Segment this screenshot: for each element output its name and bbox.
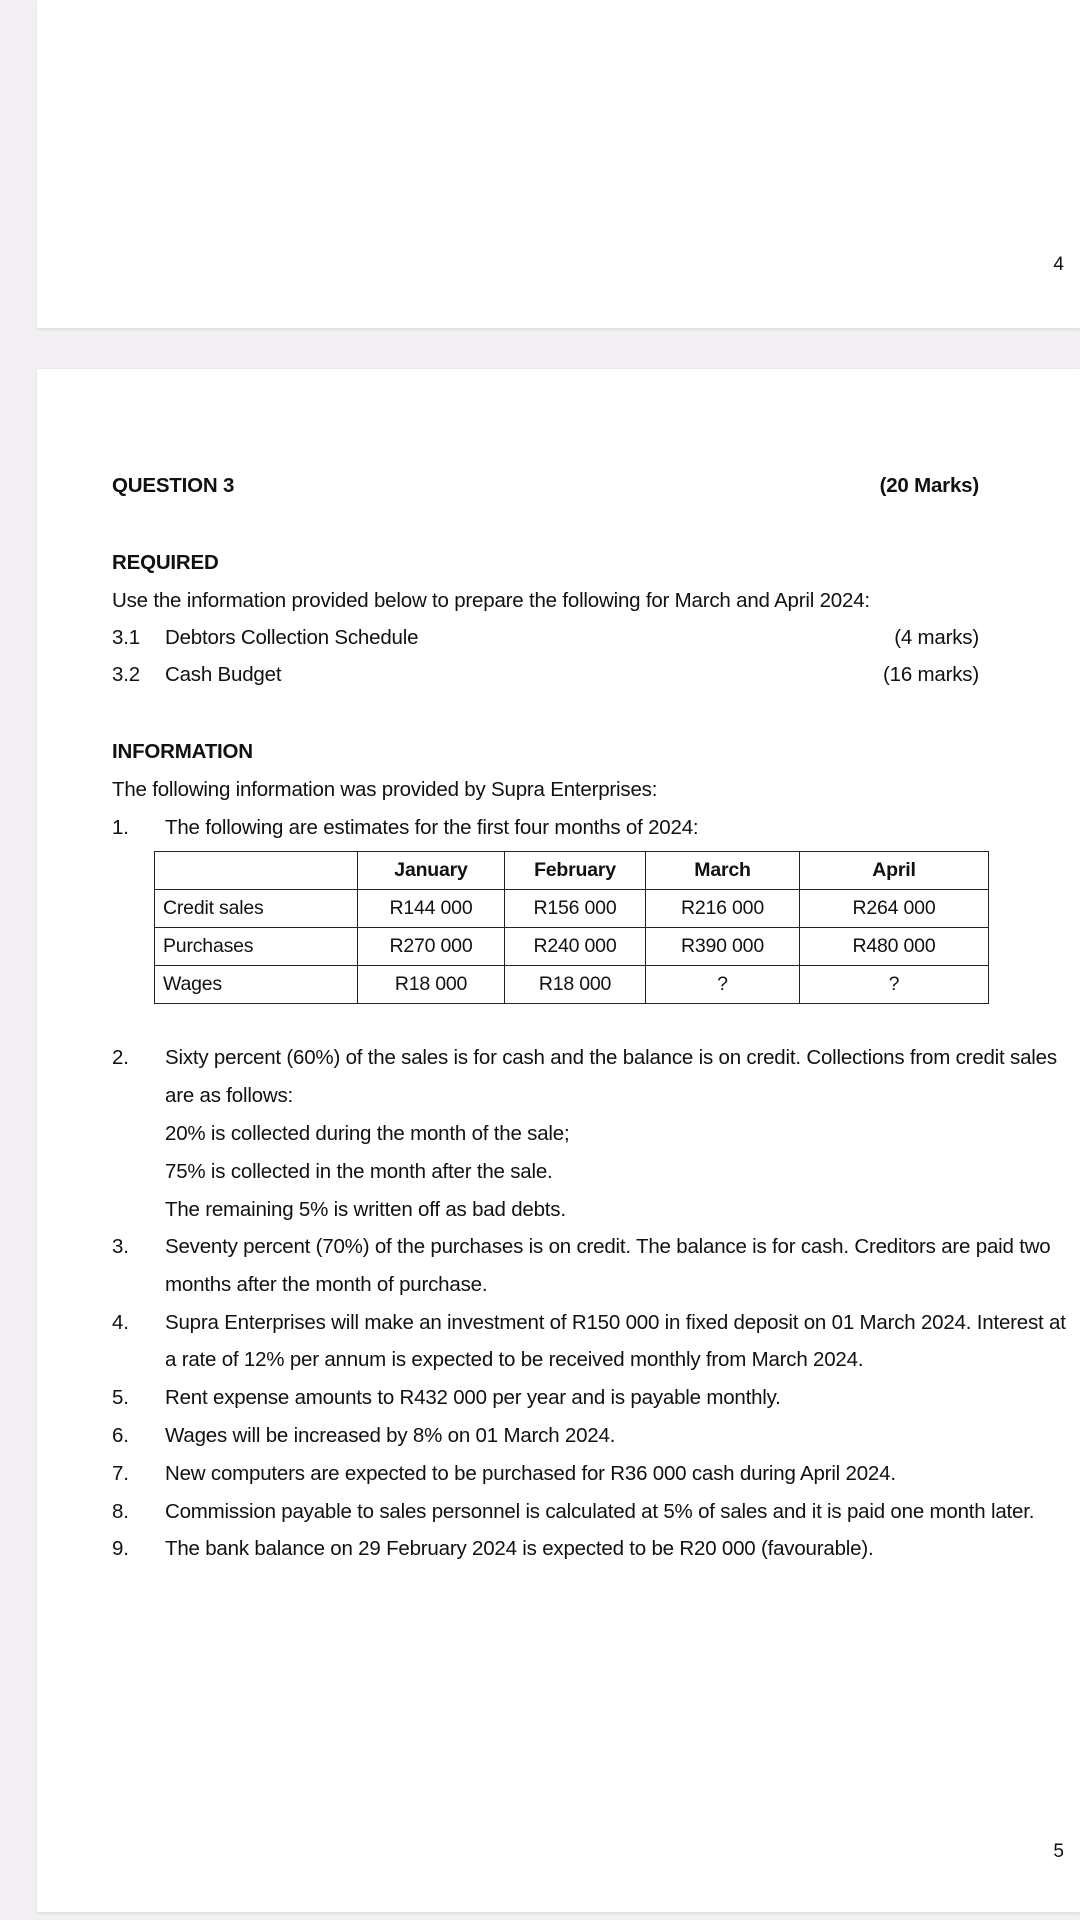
table-cell: R270 000 (358, 928, 505, 966)
required-intro: Use the information provided below to prepare the following for March and April 2024: (112, 589, 870, 612)
table-row (155, 928, 989, 966)
list-item-number: 9. (112, 1537, 129, 1560)
question-title: QUESTION 3 (112, 474, 235, 497)
list-item-text: Commission payable to sales personnel is calculated at 5% of sales and it is paid one month later. (165, 1500, 1035, 1523)
table-row (155, 966, 989, 1004)
table-row (155, 890, 989, 928)
table-cell: R216 000 (646, 890, 800, 928)
table-row-label: Credit sales (155, 890, 358, 928)
list-item-number: 4. (112, 1311, 129, 1334)
document-page (37, 369, 1080, 1912)
table-header-cell: January (358, 852, 505, 890)
list-item-line: a rate of 12% per annum is expected to be received monthly from March 2024. (165, 1348, 864, 1371)
information-heading: INFORMATION (112, 740, 253, 763)
table-cell: ? (800, 966, 989, 1004)
list-item-number: 7. (112, 1462, 129, 1485)
list-item-line: 75% is collected in the month after the sale. (165, 1160, 553, 1183)
list-item-number: 6. (112, 1424, 129, 1447)
list-item-number: 3. (112, 1235, 129, 1258)
required-heading: REQUIRED (112, 551, 219, 574)
list-item-text: The following are estimates for the first four months of 2024: (165, 816, 699, 839)
previous-page (37, 0, 1080, 328)
list-item-line: Seventy percent (70%) of the purchases is on credit. The balance is for cash. Creditors are paid two (165, 1235, 1051, 1258)
required-item-label: Cash Budget (165, 663, 282, 686)
table-cell: R240 000 (505, 928, 646, 966)
table-row-label: Wages (155, 966, 358, 1004)
list-item-number: 5. (112, 1386, 129, 1409)
list-item-line: 20% is collected during the month of the sale; (165, 1122, 570, 1145)
list-item-text: Wages will be increased by 8% on 01 March 2024. (165, 1424, 616, 1447)
table-header-cell: March (646, 852, 800, 890)
required-item-number: 3.2 (112, 663, 140, 686)
table-row-label: Purchases (155, 928, 358, 966)
table-cell: R480 000 (800, 928, 989, 966)
required-item-label: Debtors Collection Schedule (165, 626, 419, 649)
estimates-table (154, 851, 989, 1004)
required-item-marks: (16 marks) (883, 663, 979, 686)
question-marks: (20 Marks) (879, 474, 979, 497)
table-header-row (155, 852, 989, 890)
table-cell: R18 000 (505, 966, 646, 1004)
list-item-line: are as follows: (165, 1084, 294, 1107)
list-item-line: months after the month of purchase. (165, 1273, 488, 1296)
table-cell: ? (646, 966, 800, 1004)
table-cell: R264 000 (800, 890, 989, 928)
list-item-text: The bank balance on 29 February 2024 is expected to be R20 000 (favourable). (165, 1537, 874, 1560)
table-cell: R390 000 (646, 928, 800, 966)
required-item-marks: (4 marks) (894, 626, 979, 649)
page-number: 5 (1053, 1841, 1064, 1862)
list-item-text: New computers are expected to be purchased for R36 000 cash during April 2024. (165, 1462, 896, 1485)
information-intro: The following information was provided by Supra Enterprises: (112, 778, 658, 801)
list-item-number: 2. (112, 1046, 129, 1069)
page-number: 4 (1053, 254, 1064, 275)
table-header-cell: February (505, 852, 646, 890)
list-item-line: Sixty percent (60%) of the sales is for cash and the balance is on credit. Collections from credit sales (165, 1046, 1057, 1069)
list-item-line: Supra Enterprises will make an investment of R150 000 in fixed deposit on 01 March 2024. Interest at (165, 1311, 1066, 1334)
list-item-text: Rent expense amounts to R432 000 per year and is payable monthly. (165, 1386, 781, 1409)
table-cell: R144 000 (358, 890, 505, 928)
required-item-number: 3.1 (112, 626, 140, 649)
list-item-number: 8. (112, 1500, 129, 1523)
table-header-cell: April (800, 852, 989, 890)
list-item-line: The remaining 5% is written off as bad debts. (165, 1198, 566, 1221)
table-cell: R18 000 (358, 966, 505, 1004)
table-header-cell (155, 852, 358, 890)
list-item-number: 1. (112, 816, 129, 839)
table-cell: R156 000 (505, 890, 646, 928)
